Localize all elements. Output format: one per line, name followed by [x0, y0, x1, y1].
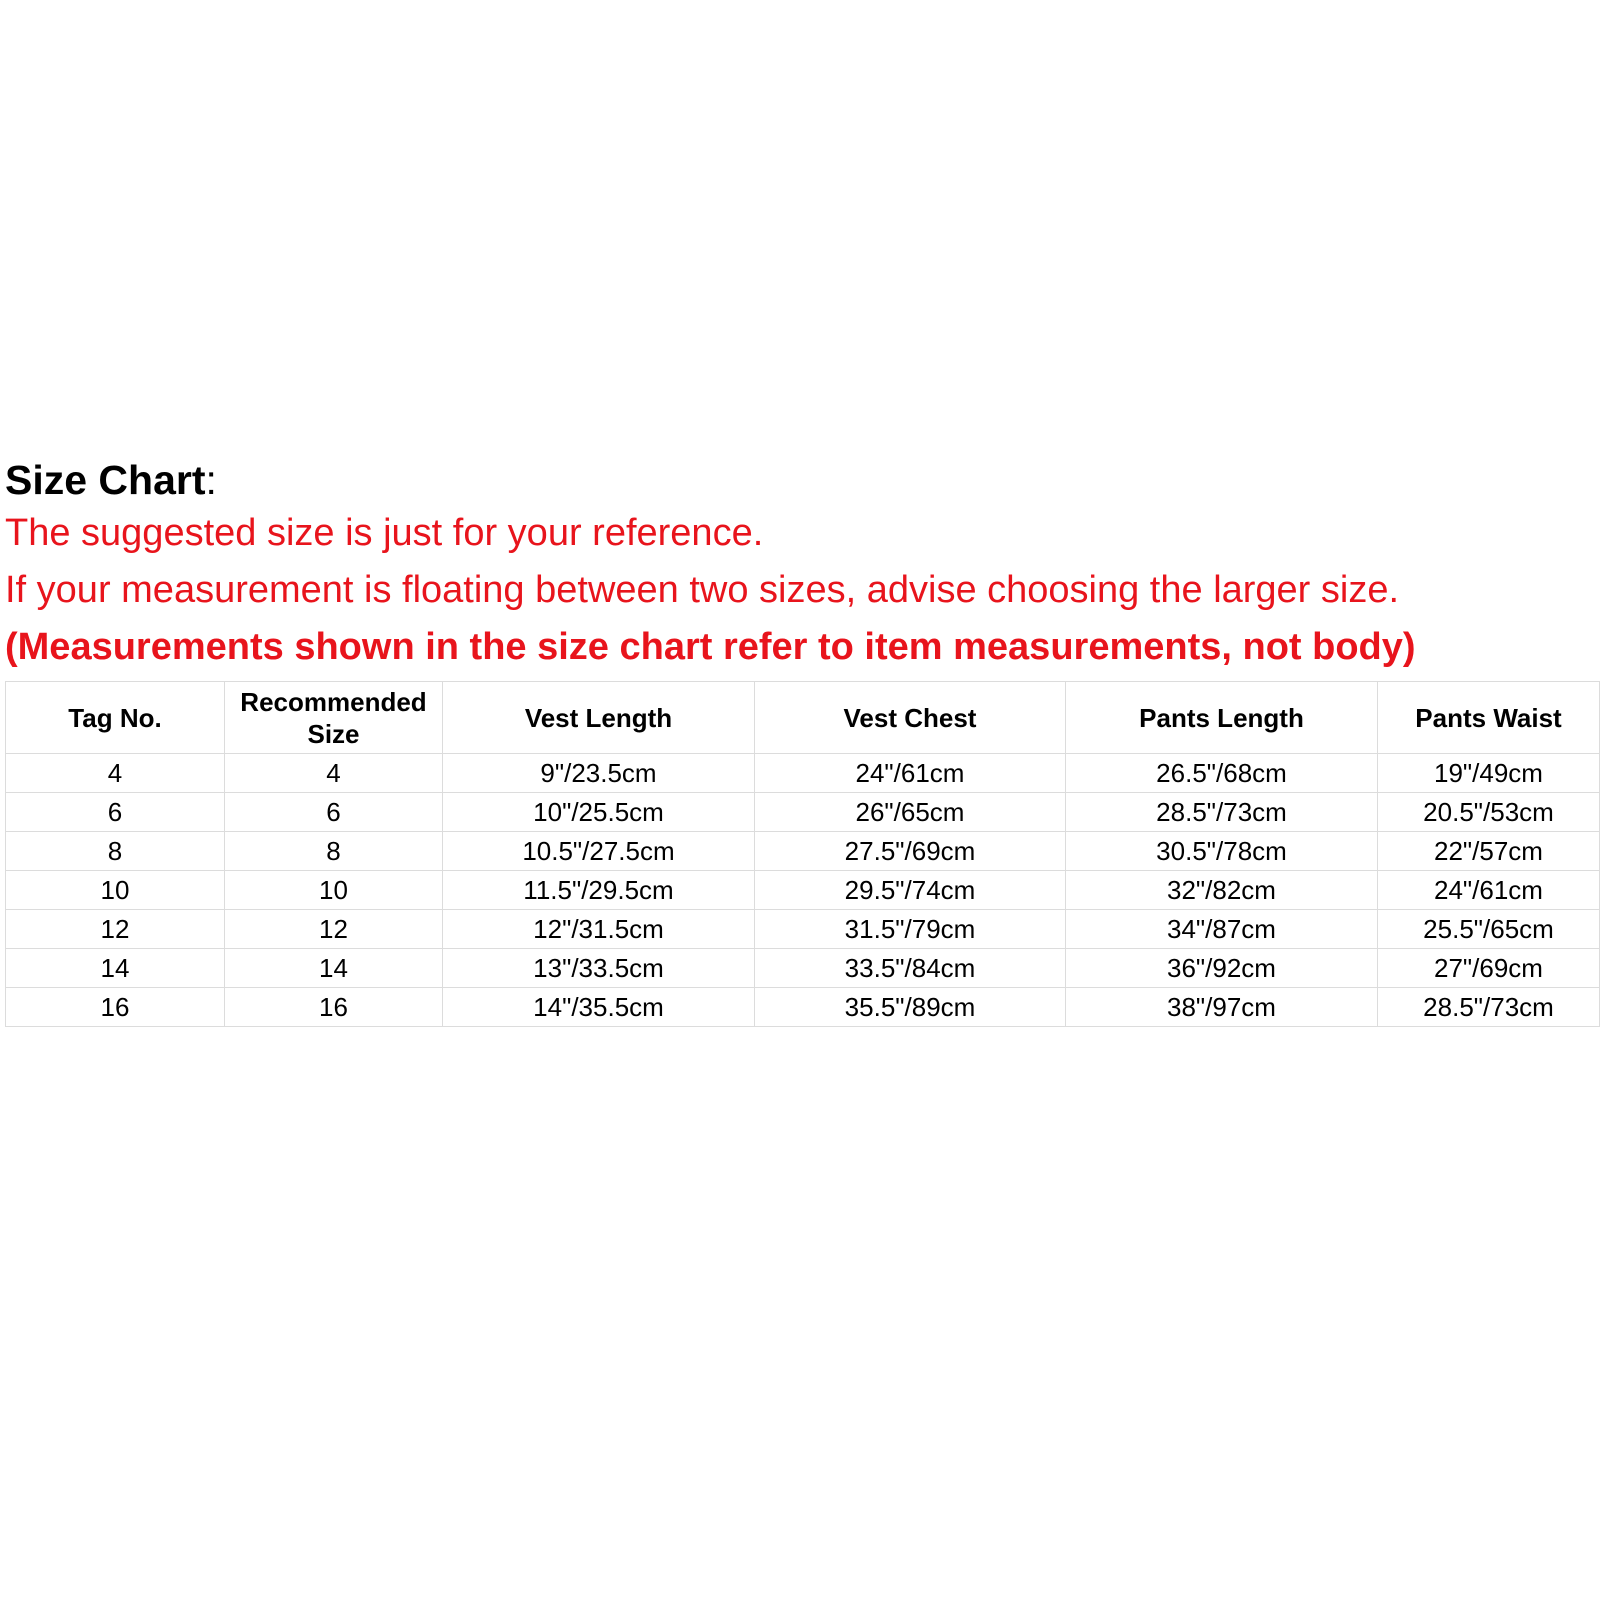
- table-body: [6, 754, 1600, 1027]
- cell-vest-chest: 29.5"/74cm: [755, 871, 1066, 910]
- table-row: [6, 988, 1600, 1027]
- cell-pants-waist: 28.5"/73cm: [1378, 988, 1600, 1027]
- cell-vest-length: 10.5"/27.5cm: [443, 832, 755, 871]
- cell-pants-length: 32"/82cm: [1066, 871, 1378, 910]
- title-colon: :: [205, 457, 217, 503]
- header-pants-waist: Pants Waist: [1378, 682, 1600, 754]
- cell-pants-waist: 22"/57cm: [1378, 832, 1600, 871]
- header-recommended-size: Recommended Size: [225, 682, 443, 754]
- cell-vest-length: 14"/35.5cm: [443, 988, 755, 1027]
- table-row: [6, 754, 1600, 793]
- cell-tag-no: 16: [6, 988, 225, 1027]
- cell-vest-length: 13"/33.5cm: [443, 949, 755, 988]
- cell-pants-length: 26.5"/68cm: [1066, 754, 1378, 793]
- note-larger-size: If your measurement is floating between two sizes, advise choosing the larger size.: [5, 569, 1400, 611]
- cell-recommended-size: 10: [225, 871, 443, 910]
- cell-recommended-size: 4: [225, 754, 443, 793]
- cell-vest-chest: 26"/65cm: [755, 793, 1066, 832]
- cell-pants-length: 36"/92cm: [1066, 949, 1378, 988]
- table-row: [6, 871, 1600, 910]
- cell-tag-no: 10: [6, 871, 225, 910]
- cell-vest-length: 10"/25.5cm: [443, 793, 755, 832]
- cell-recommended-size: 8: [225, 832, 443, 871]
- cell-recommended-size: 16: [225, 988, 443, 1027]
- cell-tag-no: 6: [6, 793, 225, 832]
- cell-pants-waist: 19"/49cm: [1378, 754, 1600, 793]
- header-vest-chest: Vest Chest: [755, 682, 1066, 754]
- cell-vest-chest: 35.5"/89cm: [755, 988, 1066, 1027]
- cell-vest-length: 9"/23.5cm: [443, 754, 755, 793]
- cell-tag-no: 4: [6, 754, 225, 793]
- table-header-row: [6, 682, 1600, 754]
- cell-tag-no: 12: [6, 910, 225, 949]
- header-pants-length: Pants Length: [1066, 682, 1378, 754]
- cell-vest-chest: 27.5"/69cm: [755, 832, 1066, 871]
- title-text: Size Chart: [5, 457, 206, 503]
- note-reference: The suggested size is just for your reference.: [5, 512, 764, 554]
- table-row: [6, 910, 1600, 949]
- cell-pants-length: 34"/87cm: [1066, 910, 1378, 949]
- cell-recommended-size: 6: [225, 793, 443, 832]
- cell-vest-chest: 33.5"/84cm: [755, 949, 1066, 988]
- table-row: [6, 793, 1600, 832]
- cell-recommended-size: 12: [225, 910, 443, 949]
- header-tag-no: Tag No.: [6, 682, 225, 754]
- cell-pants-waist: 25.5"/65cm: [1378, 910, 1600, 949]
- cell-pants-waist: 20.5"/53cm: [1378, 793, 1600, 832]
- table-row: [6, 949, 1600, 988]
- cell-tag-no: 14: [6, 949, 225, 988]
- cell-pants-waist: 27"/69cm: [1378, 949, 1600, 988]
- cell-pants-length: 30.5"/78cm: [1066, 832, 1378, 871]
- cell-recommended-size: 14: [225, 949, 443, 988]
- note-item-measurements: (Measurements shown in the size chart refer to item measurements, not body): [5, 626, 1416, 668]
- cell-pants-length: 28.5"/73cm: [1066, 793, 1378, 832]
- size-chart-section: [5, 455, 1600, 1027]
- cell-tag-no: 8: [6, 832, 225, 871]
- table-row: [6, 832, 1600, 871]
- cell-pants-waist: 24"/61cm: [1378, 871, 1600, 910]
- size-table: [5, 681, 1600, 1027]
- cell-vest-chest: 31.5"/79cm: [755, 910, 1066, 949]
- cell-vest-length: 12"/31.5cm: [443, 910, 755, 949]
- cell-vest-chest: 24"/61cm: [755, 754, 1066, 793]
- cell-vest-length: 11.5"/29.5cm: [443, 871, 755, 910]
- cell-pants-length: 38"/97cm: [1066, 988, 1378, 1027]
- page-title: [5, 455, 1600, 505]
- header-vest-length: Vest Length: [443, 682, 755, 754]
